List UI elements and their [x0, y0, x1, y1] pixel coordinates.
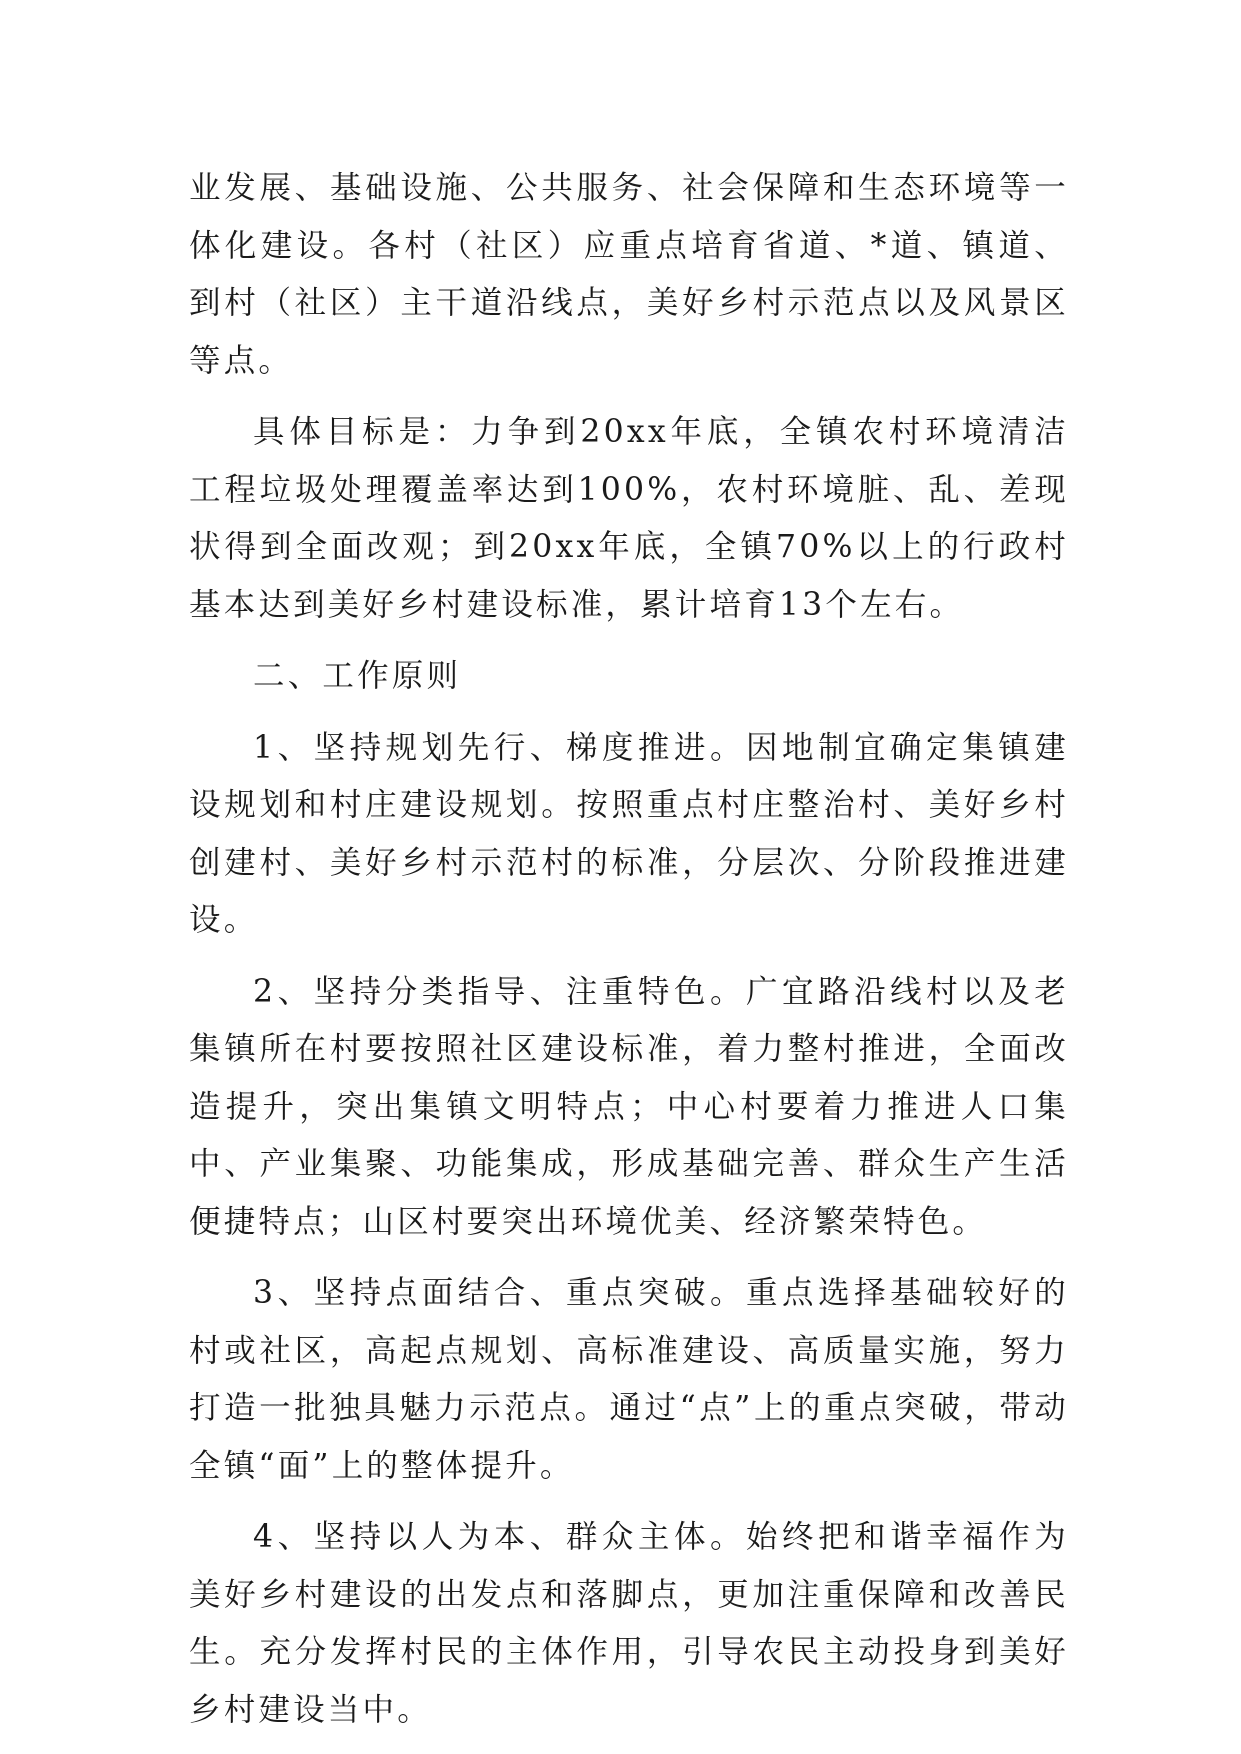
paragraph-goals: 具体目标是：力争到20xx年底，全镇农村环境清洁工程垃圾处理覆盖率达到100%，农村环境脏、乱、差现状得到全面改观；到20xx年底，全镇70%以上的行政村基本达到美好乡村建设标准，累计培育13个左右。	[189, 414, 1069, 623]
paragraph-principle-1: 1、坚持规划先行、梯度推进。因地制宜确定集镇建设规划和村庄建设规划。按照重点村庄整治村、美好乡村创建村、美好乡村示范村的标准，分层次、分阶段推进建设。	[189, 729, 1069, 938]
document-body	[189, 160, 1069, 1739]
paragraph-principle-2: 2、坚持分类指导、注重特色。广宜路沿线村以及老集镇所在村要按照社区建设标准，着力整村推进，全面改造提升，突出集镇文明特点；中心村要着力推进人口集中、产业集聚、功能集成，形成基础完善、群众生产生活便捷特点；山区村要突出环境优美、经济繁荣特色。	[189, 973, 1069, 1240]
paragraph-continuation: 业发展、基础设施、公共服务、社会保障和生态环境等一体化建设。各村（社区）应重点培育省道、*道、镇道、到村（社区）主干道沿线点，美好乡村示范点以及风景区等点。	[189, 170, 1069, 379]
paragraph-principle-4: 4、坚持以人为本、群众主体。始终把和谐幸福作为美好乡村建设的出发点和落脚点，更加注重保障和改善民生。充分发挥村民的主体作用，引导农民主动投身到美好乡村建设当中。	[189, 1519, 1069, 1728]
section-heading-principles: 二、工作原则	[253, 658, 462, 694]
paragraph-principle-3: 3、坚持点面结合、重点突破。重点选择基础较好的村或社区，高起点规划、高标准建设、高质量实施，努力打造一批独具魅力示范点。通过“点”上的重点突破，带动全镇“面”上的整体提升。	[189, 1275, 1069, 1484]
